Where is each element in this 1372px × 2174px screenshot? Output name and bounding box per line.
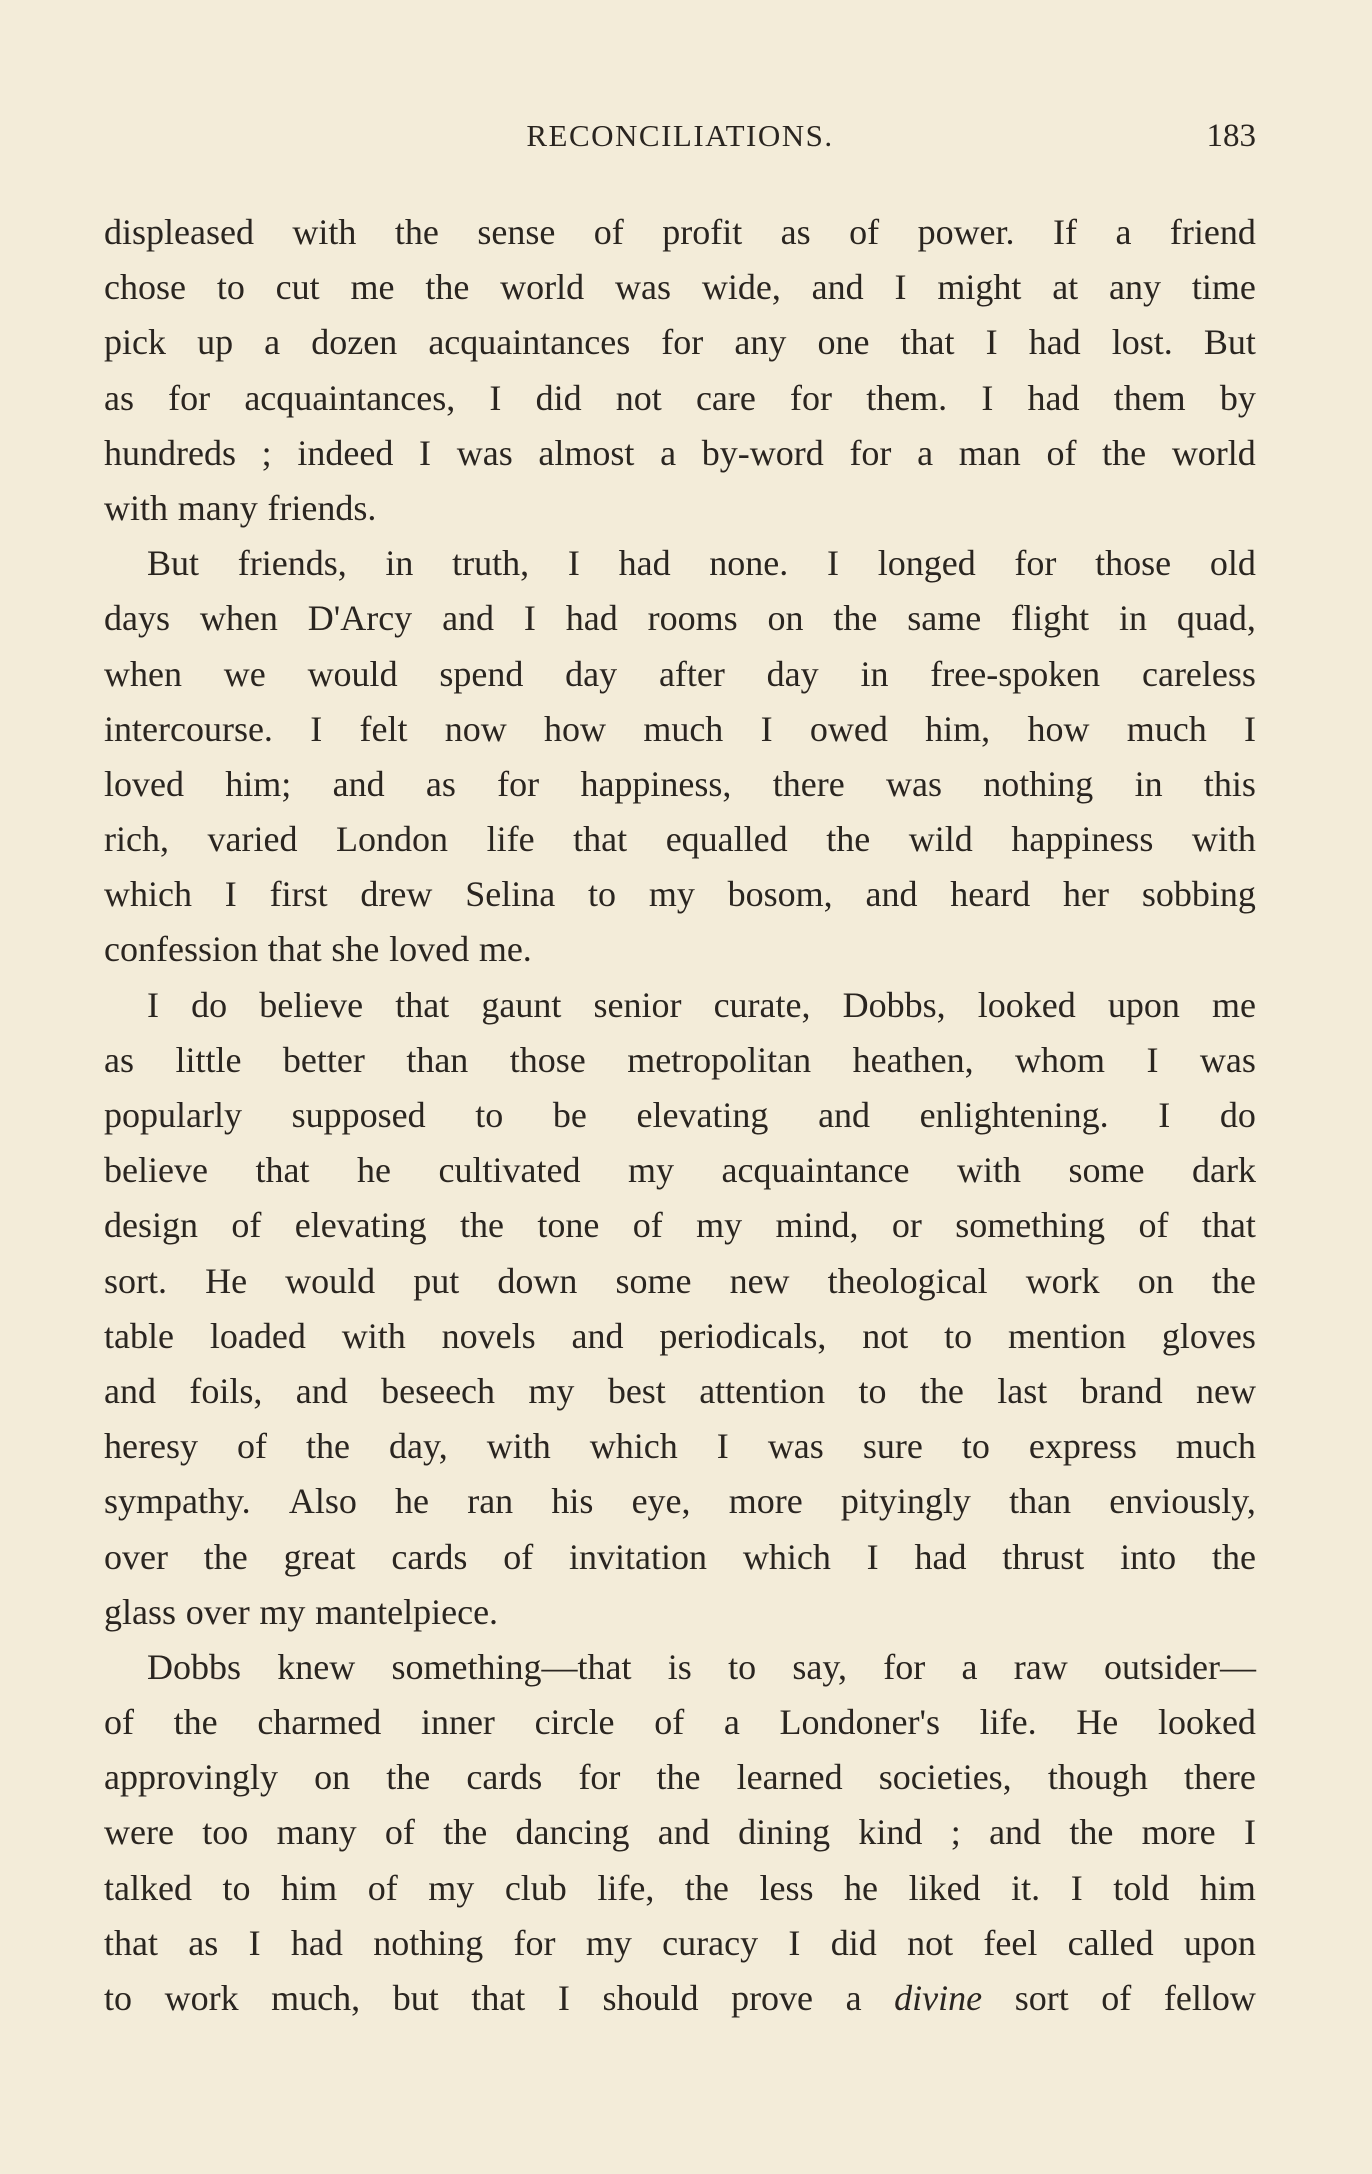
body-text bbox=[104, 205, 1256, 2026]
page-number: 183 bbox=[1206, 118, 1256, 154]
text-line: and foils, and beseech my best attention to the last brand new bbox=[104, 1370, 1256, 1411]
text-line: with many friends. bbox=[104, 487, 377, 528]
text-line: intercourse. I felt now how much I owed him, how much I bbox=[104, 708, 1256, 749]
text-line: Dobbs knew something—that is to say, for a raw outsider— bbox=[147, 1646, 1256, 1687]
text-line: days when D'Arcy and I had rooms on the same flight in quad, bbox=[104, 598, 1256, 639]
text-line: I do believe that gaunt senior curate, Dobbs, looked upon me bbox=[147, 984, 1256, 1025]
text-line: chose to cut me the world was wide, and I might at any time bbox=[104, 267, 1256, 308]
text-line: popularly supposed to be elevating and enlightening. I do bbox=[104, 1095, 1256, 1135]
text-line: as little better than those metropolitan heathen, whom I was bbox=[104, 1039, 1256, 1080]
text-line: But friends, in truth, I had none. I longed for those old bbox=[147, 543, 1256, 584]
text-line: design of elevating the tone of my mind, or something of that bbox=[104, 1205, 1256, 1246]
text-line: believe that he cultivated my acquaintance with some dark bbox=[104, 1150, 1256, 1191]
text-line: when we would spend day after day in free-spoken careless bbox=[104, 653, 1256, 694]
text-line: loved him; and as for happiness, there was nothing in this bbox=[104, 763, 1256, 804]
text-line: talked to him of my club life, the less he liked it. I told him bbox=[104, 1867, 1256, 1908]
text-line: heresy of the day, with which I was sure to express much bbox=[104, 1426, 1256, 1467]
running-title: RECONCILIATIONS. bbox=[526, 118, 834, 153]
running-head bbox=[104, 118, 1256, 168]
text-line: which I first drew Selina to my bosom, and heard her sobbing bbox=[104, 874, 1256, 915]
text-line: confession that she loved me. bbox=[104, 929, 532, 970]
text-line: to work much, but that I should prove a divine sort of fellow bbox=[104, 1978, 1256, 2018]
text-line: pick up a dozen acquaintances for any one that I had lost. But bbox=[104, 322, 1256, 363]
text-line: rich, varied London life that equalled the wild happiness with bbox=[104, 819, 1256, 860]
text-line: sympathy. Also he ran his eye, more pityingly than enviously, bbox=[104, 1481, 1256, 1522]
text-line: approvingly on the cards for the learned societies, though there bbox=[104, 1757, 1256, 1798]
text-line: table loaded with novels and periodicals, not to mention gloves bbox=[104, 1315, 1256, 1356]
text-line: hundreds ; indeed I was almost a by-word for a man of the world bbox=[104, 432, 1256, 473]
text-line: were too many of the dancing and dining kind ; and the more I bbox=[104, 1812, 1256, 1853]
text-line: sort. He would put down some new theological work on the bbox=[104, 1260, 1256, 1301]
text-line: that as I had nothing for my curacy I did not feel called upon bbox=[104, 1922, 1256, 1963]
text-line: over the great cards of invitation which I had thrust into the bbox=[104, 1536, 1256, 1577]
text-line: of the charmed inner circle of a Londoner's life. He looked bbox=[104, 1702, 1256, 1743]
text-line: as for acquaintances, I did not care for them. I had them by bbox=[104, 377, 1256, 418]
text-line: glass over my mantelpiece. bbox=[104, 1591, 499, 1632]
text-line: displeased with the sense of profit as of power. If a friend bbox=[104, 212, 1256, 252]
